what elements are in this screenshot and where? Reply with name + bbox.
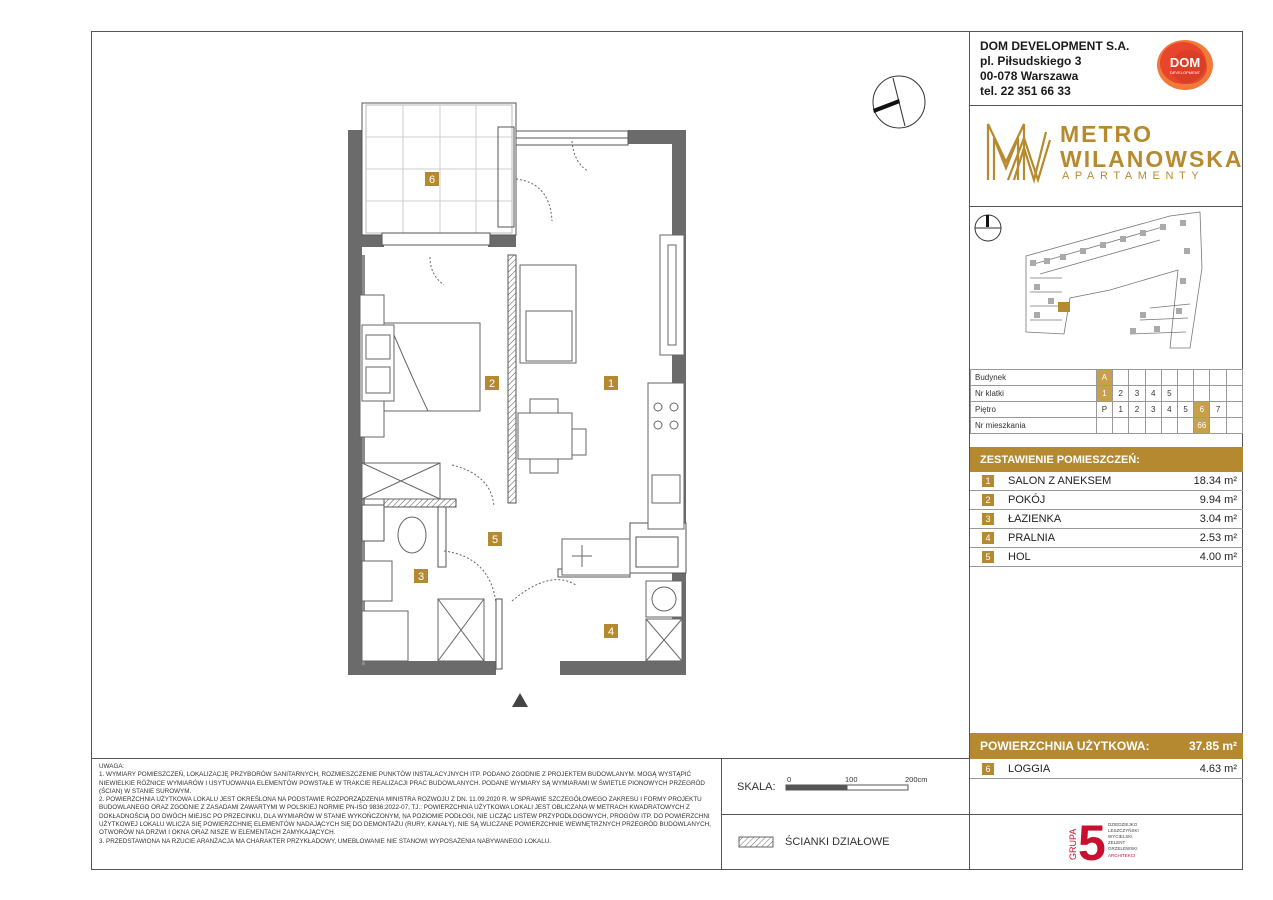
info-cell: [1210, 386, 1226, 402]
info-cell: 6: [1194, 402, 1210, 418]
brand-title: [1060, 122, 1244, 172]
grupa5-line-6: ARCHITEKCI: [1108, 853, 1136, 858]
grupa5-architects-logo: [1066, 818, 1156, 862]
info-cell: 5: [1161, 386, 1177, 402]
info-cell: 2: [1113, 386, 1129, 402]
grupa5-line-5: GRZELEWSKI: [1108, 846, 1138, 851]
divider-company: [969, 105, 1243, 106]
room-area: 18.34 m²: [1193, 475, 1237, 487]
info-cell: [1113, 418, 1129, 434]
grupa5-word: GRUPA: [1068, 828, 1078, 860]
info-cell: 7: [1210, 402, 1226, 418]
company-name: DOM DEVELOPMENT S.A.: [980, 39, 1130, 53]
room-row: [970, 491, 1243, 510]
usable-area-label: POWIERZCHNIA UŻYTKOWA:: [980, 739, 1150, 753]
divider-notes: [91, 758, 969, 759]
info-cell: 1: [1096, 386, 1112, 402]
grupa5-line-2: LESZCZYŃSKI: [1108, 828, 1139, 833]
loggia: [362, 103, 628, 245]
room-area: 9.94 m²: [1199, 494, 1237, 506]
info-row: [971, 402, 1243, 418]
loggia-number: 6: [982, 763, 994, 775]
scale-tick-200: 200cm: [905, 775, 928, 784]
compass-icon: [869, 74, 929, 134]
room-number: 2: [982, 494, 994, 506]
room-row: [970, 472, 1243, 491]
info-cell: 66: [1194, 418, 1210, 434]
room-name: HOL: [1008, 551, 1031, 563]
dom-logo-text: DOM: [1169, 55, 1201, 70]
brand-line1: METRO: [1060, 121, 1154, 147]
plan-label-5: 5: [491, 534, 499, 546]
rooms-heading: ZESTAWIENIE POMIESZCZEŃ:: [970, 447, 1243, 472]
scale-tick-100: 100: [845, 775, 858, 784]
building-keyplan: [1020, 208, 1230, 353]
info-row-label: Piętro: [971, 402, 1097, 418]
info-cell: [1210, 418, 1226, 434]
grupa5-digit: 5: [1078, 818, 1106, 862]
room-row: [970, 529, 1243, 548]
info-cell: 3: [1145, 402, 1161, 418]
note-2: 2. POWIERZCHNIA UŻYTKOWA LOKALU JEST OKREŚLONA NA PODSTAWIE ROZPORZĄDZENIA MINISTRA ROZWOJU Z DN. 11.09.2020 R. W SPRAWIE SZCZEGÓŁOWEGO ZAKRESU I FORMY PROJEKTU BUDOWLANEGO ORAZ ZGODNIE Z ZASADAMI ZAWARTYMI W POLSKIEJ NORMIE PN-ISO 9836:2022-07, TJ.: POWIERZCHNIA UŻYTKOWA LOKALI JEST OBLICZANA W METRACH KWADRATOWYCH Z DOKŁADNOŚCIĄ DO DWÓCH MIEJSC PO PRZECINKU, DLA WYMIARÓW W STANIE WYKOŃCZONYM, NA POZIOMIE PODŁOGI, NIE LICZĄC LISTEW PRZYPODŁOGOWYCH, PROGÓW ITP. DO POWIERZCHNI UŻYTKOWEJ LOKALU WLICZA SIĘ POWIERZCHNIĘ ELEMENTÓW NADAJĄCYCH SIĘ DO DEMONTAŻU (RURY, KANAŁY), NIE SĄ WLICZANE POWIERZCHNIE WEWNĘTRZNYCH PRZEGRÓD BUDOWLANYCH, OTWORÓW NA DRZWI I OKNA ORAZ NISZE W ELEMENTACH ZAMYKAJĄCYCH.: [99, 796, 711, 837]
note-1: 1. WYMIARY POMIESZCZEŃ, LOKALIZACJĘ PRZYBORÓW SANITARNYCH, ROZMIESZCZENIE PUNKTÓW INSTALACYJNYCH ITP. PODANO ZGODNIE Z PROJEKTEM BUDOWLANYM. MOGĄ WYSTĄPIĆ NIEWIELKIE RÓŻNICE WYMIARÓW I USYTUOWANIA ELEMENTÓW POWSTAŁE W TRAKCIE REALIZACJI PRAC BUDOWLANYCH. PODANE WYMIARY SĄ WYMIARAMI W ŚWIETLE PIONOWYCH PRZEGRÓD (ŚCIAN) W STANIE SUROWYM.: [99, 771, 705, 795]
plan-label-6: 6: [428, 174, 436, 186]
divider-grupa: [969, 814, 1243, 815]
brand-subtitle: APARTAMENTY: [1062, 170, 1205, 182]
floor-plan: [340, 95, 700, 715]
note-3: 3. PRZEDSTAWIONA NA RZUCIE ARANŻACJA MA CHARAKTER PRZYKŁADOWY, UMEBLOWANIE NIE STANOWI WYPOSAŻENIA NABYWANEGO LOKALU.: [99, 837, 552, 845]
info-cell: [1145, 370, 1161, 386]
info-cell: A: [1096, 370, 1112, 386]
room-name: PRALNIA: [1008, 532, 1056, 544]
room-area: 3.04 m²: [1199, 513, 1237, 525]
room-area: 4.00 m²: [1199, 551, 1237, 563]
partition-wall-legend: ŚCIANKI DZIAŁOWE: [785, 836, 890, 848]
info-cell: [1178, 370, 1194, 386]
divider-scale-legend: [721, 814, 969, 815]
room-name: POKÓJ: [1008, 494, 1046, 506]
scale-label: SKALA:: [737, 781, 776, 793]
info-cell: [1161, 418, 1177, 434]
room-number: 5: [982, 551, 994, 563]
company-city: 00-078 Warszawa: [980, 69, 1079, 83]
info-row-label: Budynek: [971, 370, 1097, 386]
apartment-info-table: [970, 369, 1243, 434]
room-name: ŁAZIENKA: [1008, 513, 1062, 525]
entrance-arrow-icon: [512, 693, 528, 707]
info-cell: 4: [1145, 386, 1161, 402]
info-cell: [1178, 386, 1194, 402]
room-name: SALON Z ANEKSEM: [1008, 475, 1112, 487]
room-area: 2.53 m²: [1199, 532, 1237, 544]
loggia-row: [970, 760, 1243, 779]
usable-area-value: 37.85 m²: [1188, 739, 1237, 753]
notes: [99, 763, 719, 846]
usable-area-bar: [970, 733, 1243, 759]
grupa5-line-4: ZELENT: [1108, 840, 1126, 845]
company-phone: tel. 22 351 66 33: [980, 84, 1071, 98]
info-cell: [1210, 370, 1226, 386]
info-row: [971, 386, 1243, 402]
plan-label-4: 4: [607, 626, 615, 638]
info-cell: [1226, 386, 1242, 402]
info-cell: [1194, 386, 1210, 402]
info-cell: 5: [1178, 402, 1194, 418]
info-cell: [1161, 370, 1177, 386]
furniture: [360, 235, 684, 661]
info-cell: 4: [1161, 402, 1177, 418]
room-row: [970, 510, 1243, 529]
info-cell: [1194, 370, 1210, 386]
info-cell: [1178, 418, 1194, 434]
info-cell: [1226, 370, 1242, 386]
scale-bar: [785, 784, 910, 792]
room-number: 1: [982, 475, 994, 487]
grupa5-line-1: DZIEDZIEJKO: [1108, 822, 1138, 827]
brand-line2: WILANOWSKA: [1060, 146, 1244, 172]
room-number: 4: [982, 532, 994, 544]
partition-wall-legend-icon: [738, 836, 774, 848]
brand-monogram-icon: [984, 118, 1054, 184]
plan-label-2: 2: [488, 378, 496, 390]
info-cell: [1129, 370, 1145, 386]
info-row: [971, 370, 1243, 386]
company-info: [980, 39, 1129, 99]
company-address: pl. Piłsudskiego 3: [980, 54, 1082, 68]
info-cell: [1145, 418, 1161, 434]
notes-title: UWAGA:: [99, 763, 125, 770]
info-cell: [1096, 418, 1112, 434]
plan-label-1: 1: [607, 378, 615, 390]
info-cell: 1: [1113, 402, 1129, 418]
room-number: 3: [982, 513, 994, 525]
room-row: [970, 548, 1243, 567]
info-cell: [1129, 418, 1145, 434]
info-row: [971, 418, 1243, 434]
info-cell: 2: [1129, 402, 1145, 418]
keyplan-compass-icon: [973, 213, 1003, 243]
dom-development-logo: [1153, 37, 1217, 93]
divider-brand: [969, 206, 1243, 207]
info-row-label: Nr mieszkania: [971, 418, 1097, 434]
info-cell: [1226, 402, 1242, 418]
loggia-area: 4.63 m²: [1199, 763, 1237, 775]
grupa5-line-3: WYCIELSKI: [1108, 834, 1133, 839]
scale-tick-0: 0: [787, 775, 792, 784]
plan-label-3: 3: [417, 571, 425, 583]
dom-logo-subtext: DEVELOPMENT: [1169, 70, 1201, 75]
info-row-label: Nr klatki: [971, 386, 1097, 402]
metro-wilanowska-brand: [984, 118, 1244, 188]
info-cell: [1113, 370, 1129, 386]
info-cell: 3: [1129, 386, 1145, 402]
info-cell: P: [1096, 402, 1112, 418]
info-cell: [1226, 418, 1242, 434]
loggia-name: LOGGIA: [1008, 763, 1051, 775]
